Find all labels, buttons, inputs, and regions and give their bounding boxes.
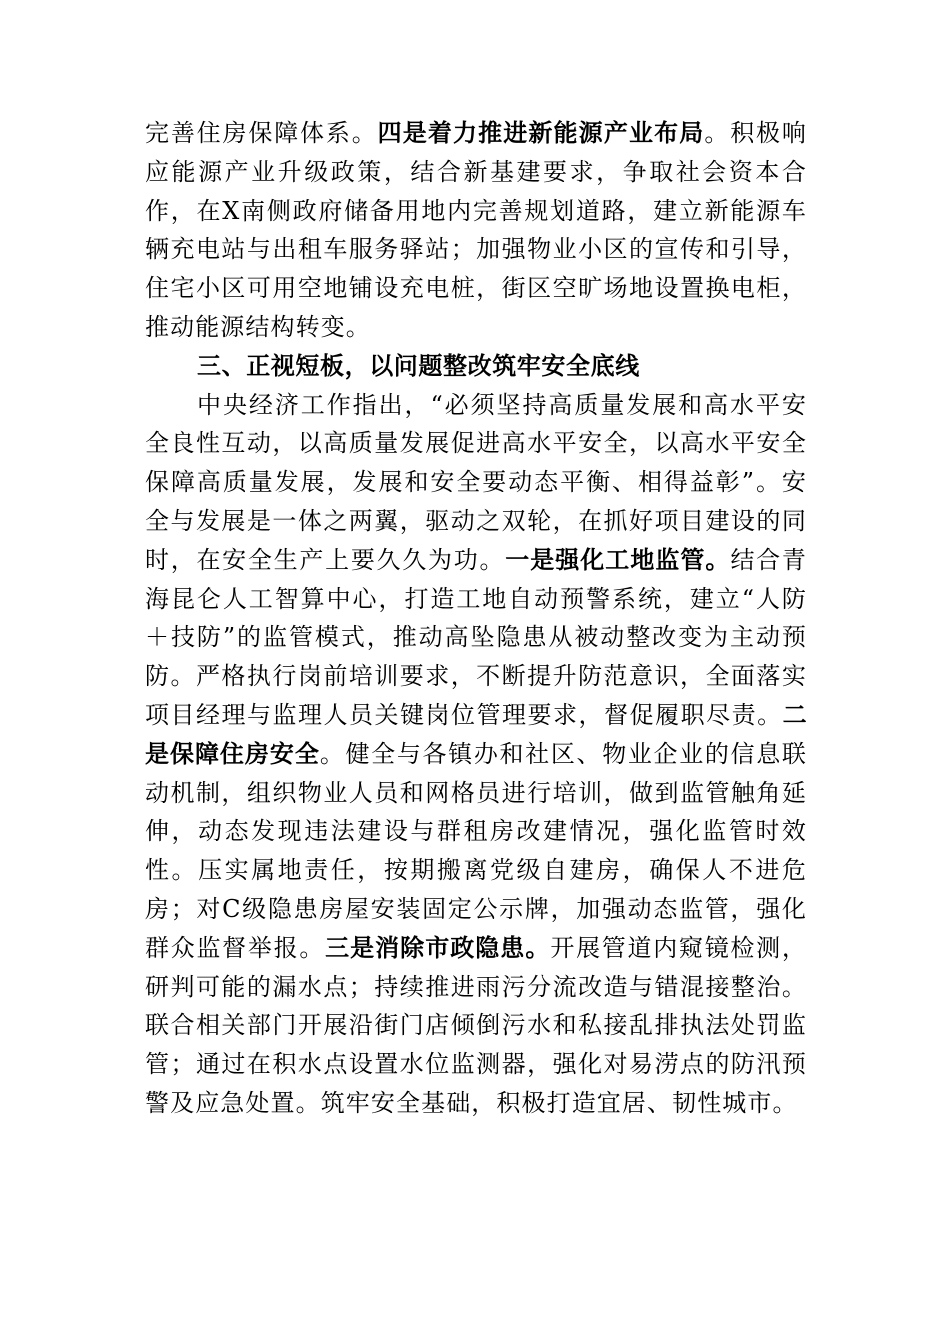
text-run: 开展管道内窥镜检测，研判可能的漏水点；持续推进雨污分流改造与错混接整治。联合相关部门开展沿街门店倾倒污水和私接乱排执法处罚监管；通过在积水点设置水位监测器，强化对易涝点的防汛预警及应急处置。筑牢安全基础，积极打造宜居、韧性城市。	[145, 933, 807, 1117]
text-run: 。积极响应能源产业升级政策，结合新基建要求，争取社会资本合作，在X南侧政府储备用地内完善规划道路，建立新能源车辆充电站与出租车服务驿站；加强物业小区的宣传和引导，住宅小区可用空地铺设充电桩，街区空旷场地设置换电柜，推动能源结构转变。	[145, 119, 807, 341]
section-heading: 三、正视短板，以问题整改筑牢安全底线	[197, 351, 640, 380]
text-run: 结合青海昆仑人工智算中心，打造工地自动预警系统，建立“人防＋技防”的监管模式，推动高坠隐患从被动整改变为主动预防。严格执行岗前培训要求，不断提升防范意识，全面落实项目经理与监理人员关键岗位管理要求，督促履职尽责。	[145, 545, 807, 729]
bold-key-point: 二是保障住房安全	[145, 700, 807, 768]
bold-key-point: 一是强化工地监管。	[505, 545, 731, 574]
text-run: 完善住房保障体系。	[145, 119, 378, 147]
text-run: 中央经济工作指出，“必须坚持高质量发展和高水平安全良性互动，以高质量发展促进高水平安全，以高水平安全保障高质量发展，发展和安全要动态平衡、相得益彰”。安全与发展是一体之两翼，驱动之双轮，在抓好项目建设的同时，在安全生产上要久久为功。	[145, 390, 807, 574]
text-run: 。健全与各镇办和社区、物业企业的信息联动机制，组织物业人员和网格员进行培训，做到监管触角延伸，动态发现违法建设与群租房改建情况，强化监管时效性。压实属地责任，按期搬离党级自建房，确保人不进危房；对C级隐患房屋安装固定公示牌，加强动态监管，强化群众监督举报。	[145, 739, 807, 962]
paragraph-safety	[145, 386, 807, 1123]
bold-key-point: 三是消除市政隐患。	[325, 933, 551, 962]
bold-key-point: 四是着力推进新能源产业布局	[377, 119, 705, 147]
paragraph-housing-energy	[145, 114, 807, 347]
document-body	[145, 114, 807, 1123]
